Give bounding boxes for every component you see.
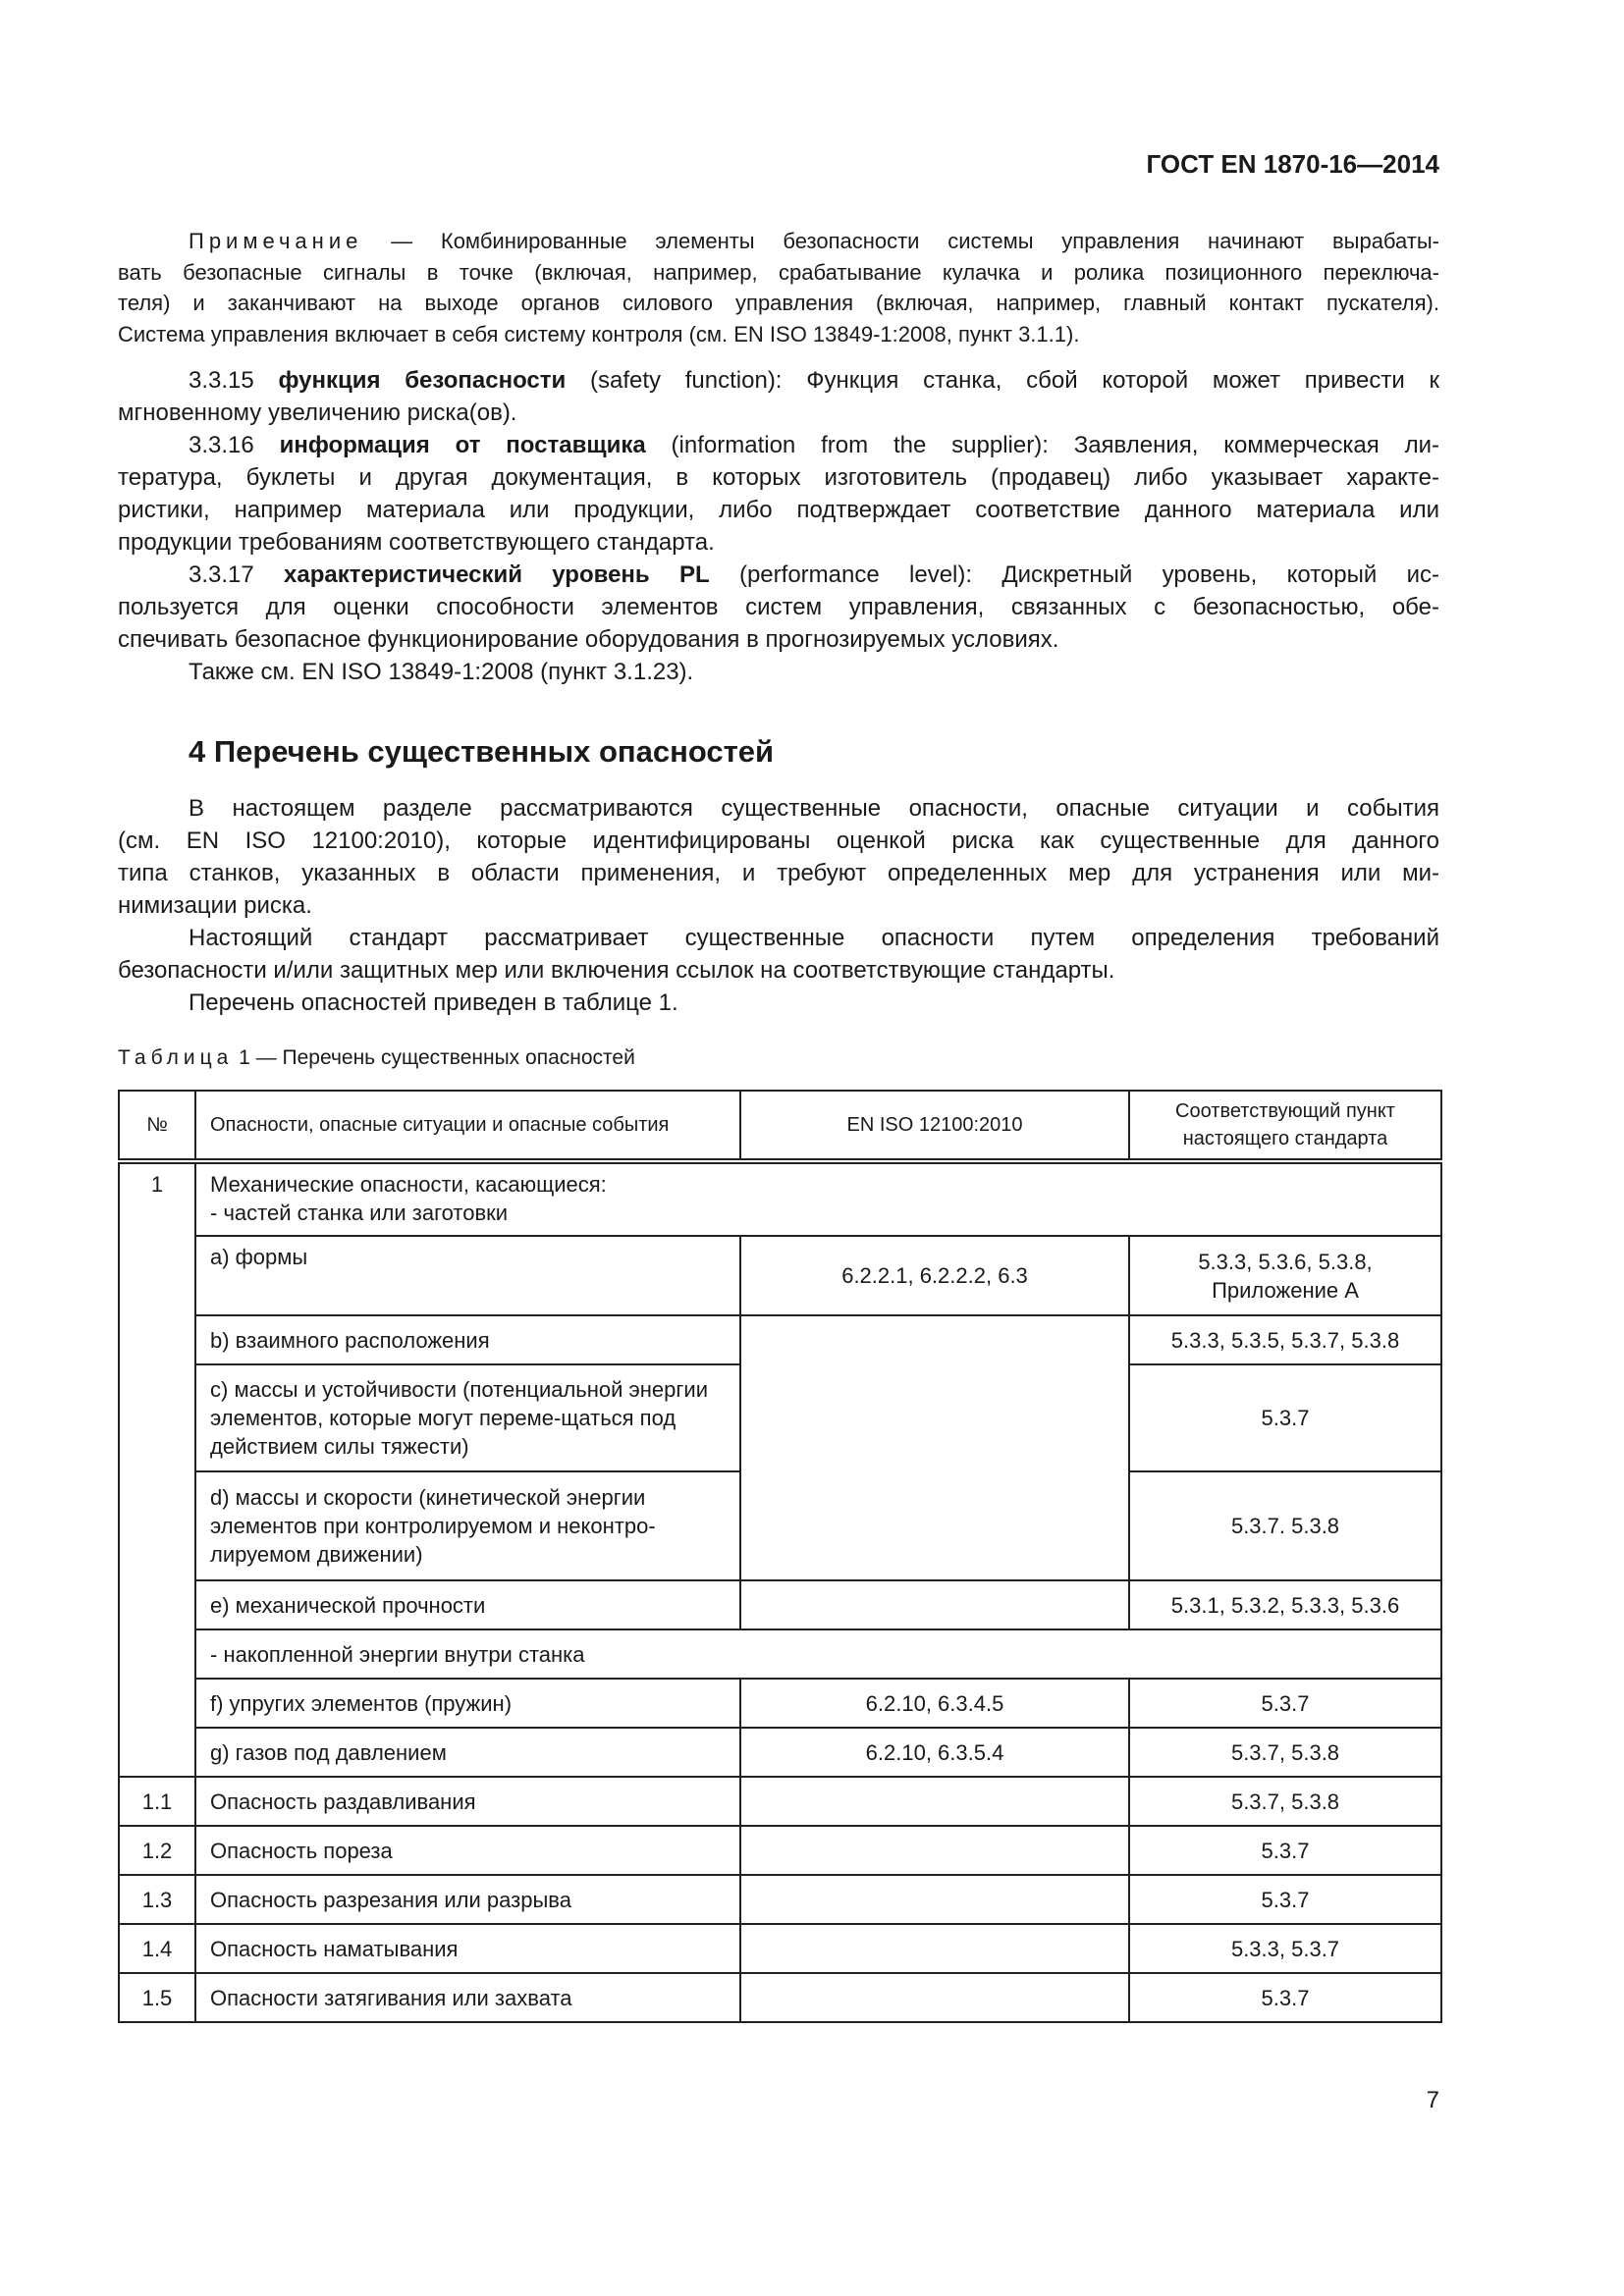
table-row: b) взаимного расположения 5.3.3, 5.3.5, 5.3.7, 5.3.8 [119, 1315, 1441, 1364]
table-row: 1.5 Опасности затягивания или захвата 5.3.7 [119, 1973, 1441, 2022]
table-row: c) массы и устойчивости (потенциальной энергии элементов, которые могут переме-щаться под действием силы тяжести) 5.3.7 [119, 1364, 1441, 1471]
table-row: e) механической прочности 5.3.1, 5.3.2, 5.3.3, 5.3.6 [119, 1580, 1441, 1629]
table-row: 1.1 Опасность раздавливания 5.3.7, 5.3.8 [119, 1777, 1441, 1826]
see-also: Также см. EN ISO 13849-1:2008 (пункт 3.1.23). [189, 659, 694, 685]
document-header: ГОСТ EN 1870-16—2014 [1146, 149, 1439, 179]
section-title: 4 Перечень существенных опасностей [189, 734, 775, 769]
table-row: - накопленной энергии внутри станка [119, 1629, 1441, 1679]
table-caption: Таблица 1 — Перечень существенных опасностей [118, 1046, 635, 1069]
table-header-row: № Опасности, опасные ситуации и опасные события EN ISO 12100:2010 Соответствующий пункт настоящего стандарта [119, 1091, 1441, 1161]
note: Примечание — Комбинированные элементы безопасности системы управления начинают вырабаты- вать безопасные сигналы в точке (включая, например, срабатывание кулачка и ролика позиционного переключа- теля) и заканчивают на выходе органов силового управления (включая, например, главный контакт пускателя). Система управления включает в себя систему контроля (см. EN ISO 13849-1:2008, пункт 3.1.1). [118, 229, 1439, 347]
page-number: 7 [1426, 2087, 1439, 2113]
term-definitions: 3.3.15 функция безопасности (safety function): Функция станка, сбой которой может привести к мгновенному увеличению риска(ов). 3.3.16 информация от поставщика (information from the supplier): Заявления, коммерческая ли- тература, буклеты и другая документация, в которых изготовитель (продавец) либо указывает характе- ристики, например материала или продукции, либо подтверждает соответствие данного материала или продукции требованиям соответствующего стандарта. 3.3.17 характеристический уровень PL (performance level): Дискретный уровень, который ис- пользуется для оценки способности элементов систем управления, связанных с безопасностью, обе- спечивать безопасное функционирование оборудования в прогнозируемых условиях. Также см. EN ISO 13849-1:2008 (пункт 3.1.23). [118, 364, 1439, 688]
section-body: В настоящем разделе рассматриваются существенные опасности, опасные ситуации и события (см. EN ISO 12100:2010), которые идентифицированы оценкой риска как существенные для данного типа станков, указанных в области применения, и требуют определенных мер для устранения или ми- нимизации риска. Настоящий стандарт рассматривает существенные опасности путем определения требований безопасности и/или защитных мер или включения ссылок на соответствующие стандарты. Перечень опасностей приведен в таблице 1. [118, 795, 1439, 1016]
table-row: 1.3 Опасность разрезания или разрыва 5.3.7 [119, 1875, 1441, 1924]
table-row: 1.2 Опасность пореза 5.3.7 [119, 1826, 1441, 1875]
note-label: Примечание [189, 229, 363, 253]
table-row: a) формы 6.2.2.1, 6.2.2.2, 6.3 5.3.3, 5.3.6, 5.3.8, Приложение A [119, 1236, 1441, 1315]
table-row: d) массы и скорости (кинетической энергии элементов при контролируемом и неконтро-лируемом движении) 5.3.7. 5.3.8 [119, 1471, 1441, 1580]
table-row: f) упругих элементов (пружин) 6.2.10, 6.3.4.5 5.3.7 [119, 1679, 1441, 1728]
table-row: 1 Механические опасности, касающиеся: - частей станка или заготовки [119, 1161, 1441, 1236]
hazards-table [118, 1090, 1442, 2023]
table-row: 1.4 Опасность наматывания 5.3.3, 5.3.7 [119, 1924, 1441, 1973]
table-row: g) газов под давлением 6.2.10, 6.3.5.4 5.3.7, 5.3.8 [119, 1728, 1441, 1777]
